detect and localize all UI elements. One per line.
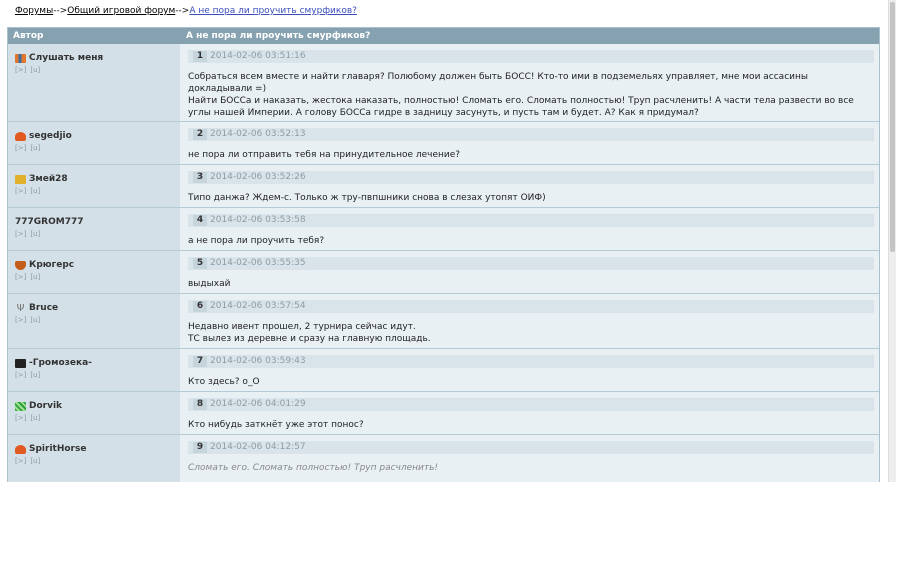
post-message — [188, 278, 874, 290]
scrollbar-thumb[interactable] — [890, 2, 895, 252]
post-row — [8, 294, 879, 349]
post-number: 4 — [193, 215, 207, 226]
post-text-line: Кто нибудь заткнёт уже этот понос? — [188, 420, 364, 430]
post-text-line: ТС вылез из деревне и сразу на главную площадь. — [188, 334, 431, 344]
post-row — [8, 122, 879, 165]
post-timestamp: 2014-02-06 03:51:16 — [210, 51, 306, 61]
author-user-link[interactable]: [u] — [30, 273, 41, 281]
post-number: 1 — [193, 51, 207, 62]
post-message — [188, 419, 874, 431]
post-message — [188, 376, 874, 388]
author-links — [15, 187, 44, 195]
table-header — [8, 28, 879, 44]
post-number: 6 — [193, 301, 207, 312]
author-user-link[interactable]: [u] — [30, 457, 41, 465]
quote-text: Сломать его. Сломать полностью! Труп расчленить! — [188, 463, 439, 473]
author-links — [15, 273, 44, 281]
author-name[interactable]: Bruce — [29, 303, 59, 313]
post-timestamp: 2014-02-06 03:53:58 — [210, 215, 306, 225]
post-row — [8, 251, 879, 294]
post-author — [8, 122, 180, 164]
post-text-line: не пора ли отправить тебя на принудительное лечение? — [188, 150, 461, 160]
author-info-link[interactable]: [>] — [15, 273, 27, 281]
post-author — [8, 294, 180, 348]
post-header — [188, 128, 874, 141]
post-number: 7 — [193, 356, 207, 367]
post-row — [8, 392, 879, 435]
post-author — [8, 44, 180, 121]
author-name[interactable]: Крюгерс — [29, 260, 75, 270]
author-user-link[interactable]: [u] — [30, 414, 41, 422]
author-user-link[interactable]: [u] — [30, 230, 41, 238]
post-text-line: выдыхай — [188, 279, 231, 289]
breadcrumb-separator: --> — [53, 6, 68, 16]
author-links — [15, 230, 44, 238]
author-user-link[interactable]: [u] — [30, 316, 41, 324]
post-row — [8, 208, 879, 251]
breadcrumb-separator: --> — [175, 6, 190, 16]
post-message — [188, 149, 874, 161]
post-author — [8, 435, 180, 482]
author-links — [15, 414, 44, 422]
crown-icon — [15, 175, 26, 184]
post-timestamp: 2014-02-06 03:52:26 — [210, 172, 306, 182]
post-text-line: Кто здесь? о_О — [188, 377, 260, 387]
eye-icon — [15, 54, 26, 63]
post-author — [8, 349, 180, 391]
author-user-link[interactable]: [u] — [30, 187, 41, 195]
post-header — [188, 441, 874, 454]
author-name[interactable]: SpiritHorse — [29, 444, 87, 454]
author-user-link[interactable]: [u] — [30, 371, 41, 379]
post-author — [8, 251, 180, 293]
forum-thread-table — [7, 27, 880, 482]
author-links — [15, 457, 44, 465]
author-links — [15, 66, 44, 74]
post-text-line: а не пора ли проучить тебя? — [188, 236, 325, 246]
vertical-scrollbar[interactable] — [888, 0, 896, 482]
topic-title: А не пора ли проучить смурфиков? — [186, 31, 371, 41]
author-links — [15, 371, 44, 379]
breadcrumb-current-topic-link[interactable]: А не пора ли проучить смурфиков? — [189, 6, 357, 16]
author-links — [15, 316, 44, 324]
post-number: 9 — [193, 442, 207, 453]
author-name[interactable]: -Громозека- — [29, 358, 92, 368]
breadcrumb — [15, 6, 357, 16]
author-user-link[interactable]: [u] — [30, 66, 41, 74]
post-number: 2 — [193, 129, 207, 140]
breadcrumb-general-forum-link[interactable]: Общий игровой форум — [67, 6, 176, 16]
post-row — [8, 349, 879, 392]
ship-icon — [15, 132, 26, 141]
author-name[interactable]: Слушать меня — [29, 53, 104, 63]
post-number: 5 — [193, 258, 207, 269]
post-header — [188, 171, 874, 184]
ship-icon — [15, 445, 26, 454]
post-timestamp: 2014-02-06 04:12:57 — [210, 442, 306, 452]
post-message — [188, 235, 874, 247]
grid-icon — [15, 402, 26, 411]
trident-icon: Ψ — [16, 302, 25, 314]
post-author — [8, 165, 180, 207]
post-text-line: Найти БОССа и наказать, жестока наказать, полностью! Сломать его. Сломать полностью! Труп расчленить! А части тела развести во все углы нашей Империи. А голову БОССа гидре в задницу засунуть, и пусть там и будет. А? Как я придумал? — [188, 96, 854, 118]
sketch-icon — [15, 359, 26, 368]
post-author — [8, 208, 180, 250]
author-name[interactable]: 777GROM777 — [15, 217, 84, 227]
author-name[interactable]: segedjio — [29, 131, 72, 141]
author-info-link[interactable]: [>] — [15, 187, 27, 195]
post-timestamp: 2014-02-06 03:55:35 — [210, 258, 306, 268]
author-links — [15, 144, 44, 152]
breadcrumb-forums-link[interactable]: Форумы — [15, 6, 54, 16]
post-timestamp: 2014-02-06 03:57:54 — [210, 301, 306, 311]
shield-icon — [15, 261, 26, 270]
post-row — [8, 435, 879, 482]
post-number: 8 — [193, 399, 207, 410]
post-header — [188, 300, 874, 313]
post-text-line: Собраться всем вместе и найти главаря? Полюбому должен быть БОСС! Кто-то ими в подземельях управляет, мне мои ассасины докладывали =) — [188, 72, 808, 94]
post-header — [188, 257, 874, 270]
post-header — [188, 355, 874, 368]
author-info-link[interactable]: [>] — [15, 316, 27, 324]
post-header — [188, 214, 874, 227]
author-info-link[interactable]: [>] — [15, 371, 27, 379]
post-quote — [188, 462, 874, 474]
post-header — [188, 50, 874, 63]
author-info-link[interactable]: [>] — [15, 66, 27, 74]
author-info-link[interactable]: [>] — [15, 144, 27, 152]
post-row — [8, 44, 879, 122]
post-number: 3 — [193, 172, 207, 183]
author-column-header: Автор — [13, 31, 44, 41]
post-row — [8, 165, 879, 208]
author-info-link[interactable]: [>] — [15, 230, 27, 238]
author-info-link[interactable]: [>] — [15, 457, 27, 465]
post-timestamp: 2014-02-06 03:52:13 — [210, 129, 306, 139]
author-info-link[interactable]: [>] — [15, 414, 27, 422]
author-user-link[interactable]: [u] — [30, 144, 41, 152]
author-name[interactable]: Dorvik — [29, 401, 63, 411]
post-timestamp: 2014-02-06 03:59:43 — [210, 356, 306, 366]
post-text-line: Недавно ивент прошел, 2 турнира сейчас идут. — [188, 322, 416, 332]
post-message — [188, 192, 874, 204]
post-text-line: Типо данжа? Ждем-с. Только ж тру-пвпшники снова в слезах утопят ОИФ) — [188, 193, 546, 203]
post-header — [188, 398, 874, 411]
post-timestamp: 2014-02-06 04:01:29 — [210, 399, 306, 409]
post-message — [188, 321, 874, 345]
author-name[interactable]: Змей28 — [29, 174, 68, 184]
post-author — [8, 392, 180, 434]
post-message — [188, 71, 874, 119]
